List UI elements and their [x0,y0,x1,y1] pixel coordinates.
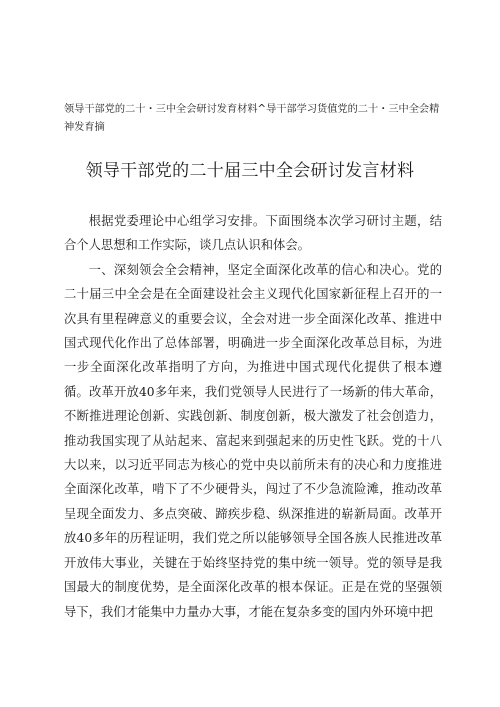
document-header: 领导干部党的二十・三中全会研讨发育材料^导干部学习货值党的二十・三中全会精神发育摘 [64,104,440,133]
document-body [64,209,442,624]
paragraph-intro: 根据党委理论中心组学习安排。下面围绕本次学习研讨主题，结合个人思想和工作实际，谈几点认识和体会。 [64,214,442,253]
paragraph-section-one: 一、深刻领会全会精神，坚定全面深化改革的信心和决心。党的二十届三中全会是在全面建设社会主义现代化国家新征程上召开的一次具有里程碑意义的重要会议，全会对进一步全面深化改革、推进中国式现代化作出了总体部署，明确进一步全面深化改革总目标，为进一步全面深化改革指明了方向，为推进中国式现代化提供了根本遵循。改革开放40多年来，我们党领导人民进行了一场新的伟大革命，不断推进理论创新、实践创新、制度创新，极大激发了社会创造力，推动我国实现了从站起来、富起来到强起来的历史性飞跃。党的十八大以来，以习近平同志为核心的党中央以前所未有的决心和力度推进全面深化改革，啃下了不少硬骨头，闯过了不少急流险滩，推动改革呈现全面发力、多点突破、蹄疾步稳、纵深推进的崭新局面。改革开放40多年的历程证明，我们党之所以能够领导全国各族人民推进改革开放伟大事业，关键在于始终坚持党的集中统一领导。党的领导是我国最大的制度优势，是全面深化改革的根本保证。正是在党的坚强领导下，我们才能集中力量办大事，才能在复杂多变的国内外环境中把 [64,262,442,619]
document-title: 领导干部党的二十届三中全会研讨发言材料 [85,161,415,181]
